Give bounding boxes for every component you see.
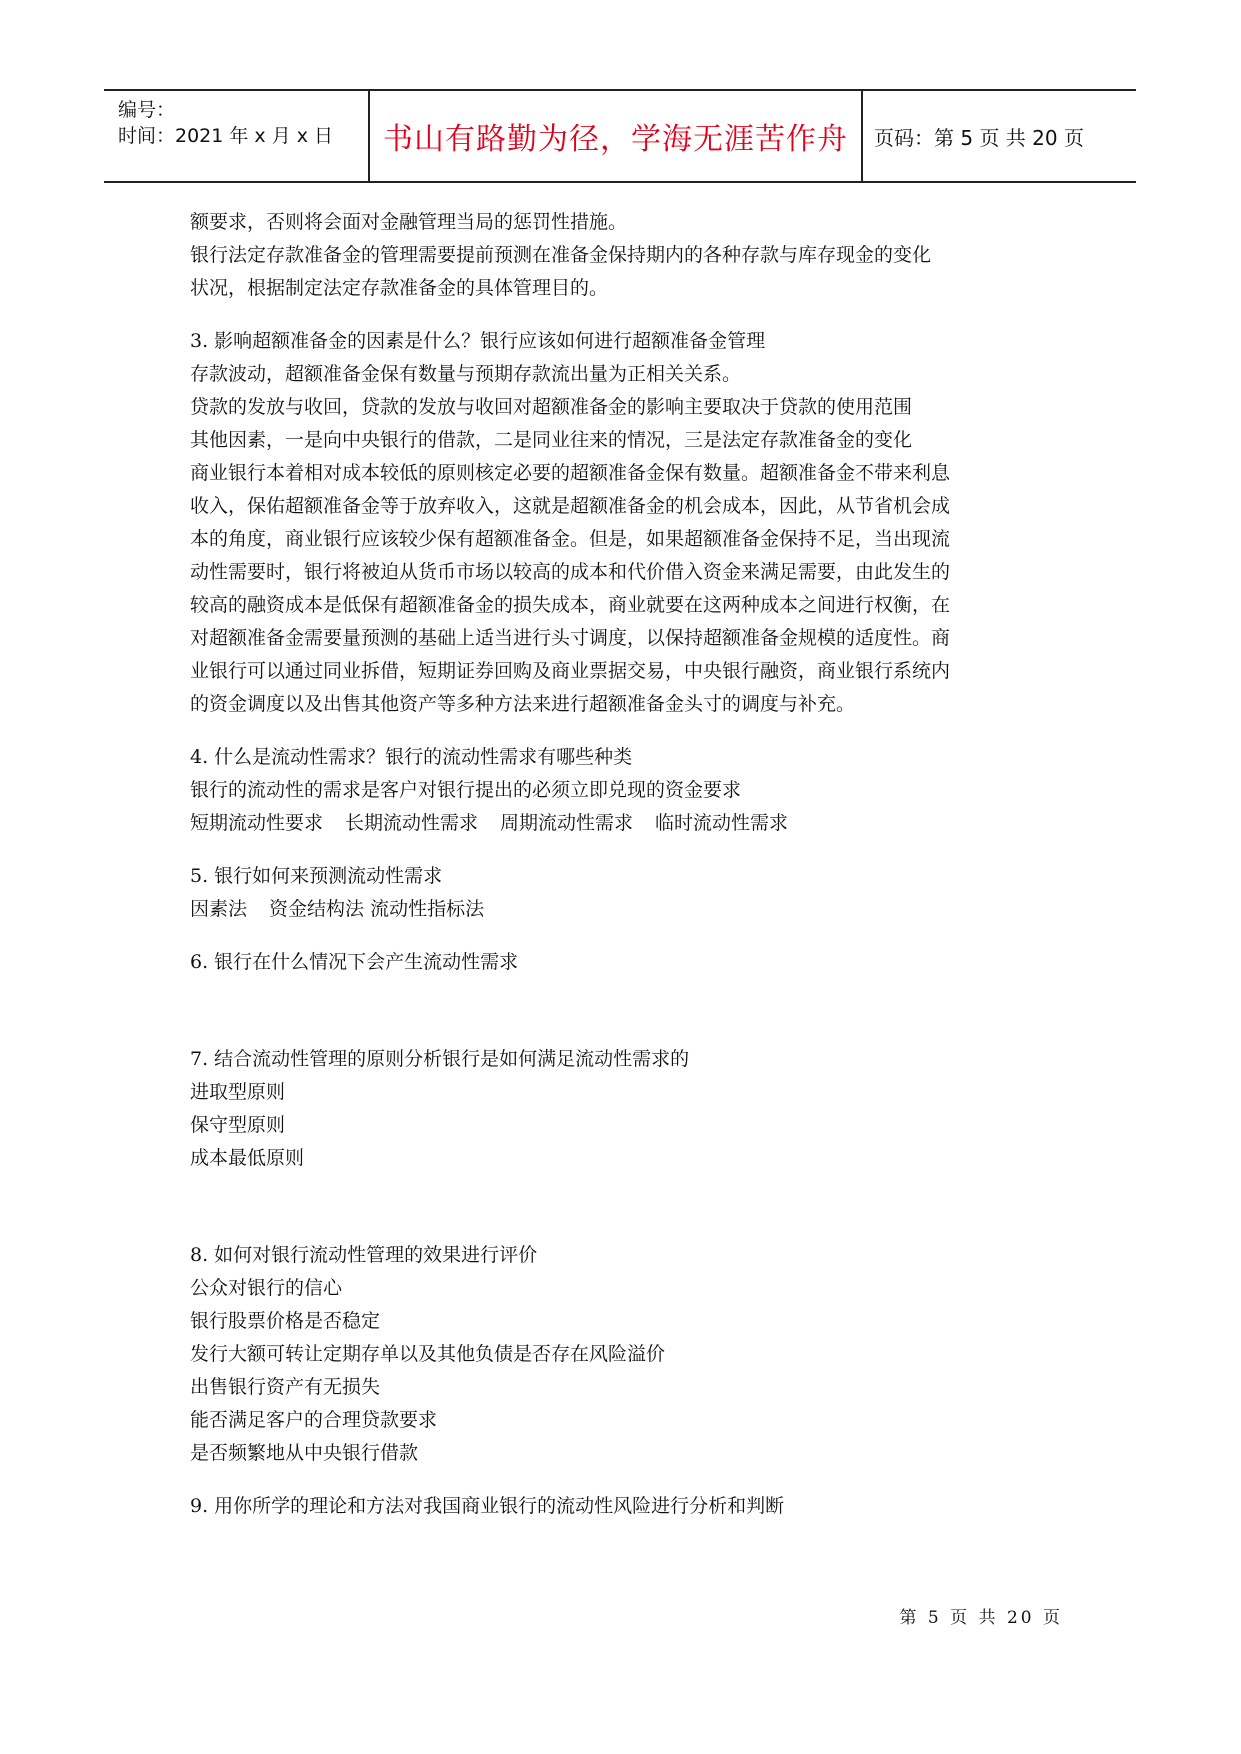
header-motto: 书山有路勤为径，学海无涯苦作舟	[383, 122, 848, 157]
question-7: 7. 结合流动性管理的原则分析银行是如何满足流动性需求的	[190, 1048, 690, 1070]
answer-line: 对超额准备金需要量预测的基础上适当进行头寸调度，以保持超额准备金规模的适度性。商	[190, 627, 951, 649]
answer-line: 其他因素，一是向中央银行的借款，二是同业往来的情况，三是法定存款准备金的变化	[190, 429, 913, 451]
paragraph: 状况，根据制定法定存款准备金的具体管理目的。	[190, 277, 609, 299]
question-3: 3. 影响超额准备金的因素是什么？银行应该如何进行超额准备金管理	[190, 330, 766, 352]
answer-line	[190, 807, 1070, 840]
document-time: 时间：2021 年 x 月 x 日	[118, 125, 334, 147]
answer-line: 进取型原则	[190, 1081, 286, 1103]
answer-line: 的资金调度以及出售其他资产等多种方法来进行超额准备金头寸的调度与补充。	[190, 693, 856, 715]
paragraph: 银行法定存款准备金的管理需要提前预测在准备金保持期内的各种存款与库存现金的变化	[190, 244, 932, 266]
forecast-method: 流动性指标法	[370, 898, 485, 920]
document-body	[190, 206, 1070, 1523]
question-8: 8. 如何对银行流动性管理的效果进行评价	[190, 1244, 538, 1266]
answer-line: 出售银行资产有无损失	[190, 1376, 381, 1398]
answer-line: 业银行可以通过同业拆借，短期证券回购及商业票据交易，中央银行融资，商业银行系统内	[190, 660, 951, 682]
answer-line: 成本最低原则	[190, 1147, 305, 1169]
answer-line: 动性需要时，银行将被迫从货币市场以较高的成本和代价借入资金来满足需要，由此发生的	[190, 561, 951, 583]
liquidity-type: 临时流动性需求	[655, 812, 789, 834]
answer-line: 保守型原则	[190, 1114, 286, 1136]
answer-line: 商业银行本着相对成本较低的原则核定必要的超额准备金保有数量。超额准备金不带来利息	[190, 462, 951, 484]
question-4: 4. 什么是流动性需求？银行的流动性需求有哪些种类	[190, 746, 633, 768]
forecast-method: 资金结构法	[269, 898, 365, 920]
answer-line: 发行大额可转让定期存单以及其他负债是否存在风险溢价	[190, 1343, 666, 1365]
forecast-method: 因素法	[190, 898, 248, 920]
answer-line: 银行的流动性的需求是客户对银行提出的必须立即兑现的资金要求	[190, 779, 742, 801]
answer-line: 银行股票价格是否稳定	[190, 1310, 381, 1332]
answer-line: 本的角度，商业银行应该较少保有超额准备金。但是，如果超额准备金保持不足，当出现流	[190, 528, 951, 550]
answer-line: 能否满足客户的合理贷款要求	[190, 1409, 438, 1431]
document-number-label: 编号：	[118, 99, 176, 121]
question-6: 6. 银行在什么情况下会产生流动性需求	[190, 951, 519, 973]
header-divider	[861, 91, 863, 181]
page-footer: 第 5 页 共 20 页	[899, 1608, 1063, 1628]
paragraph: 额要求，否则将会面对金融管理当局的惩罚性措施。	[190, 211, 628, 233]
answer-line: 收入，保佑超额准备金等于放弃收入，这就是超额准备金的机会成本，因此，从节省机会成	[190, 495, 951, 517]
header-page-code: 页码：第 5 页 共 20 页	[874, 125, 1084, 150]
liquidity-type: 短期流动性要求	[190, 812, 324, 834]
question-5: 5. 银行如何来预测流动性需求	[190, 865, 443, 887]
page-header	[104, 89, 1136, 183]
answer-line	[190, 893, 1070, 926]
answer-line: 公众对银行的信心	[190, 1277, 343, 1299]
answer-line: 是否频繁地从中央银行借款	[190, 1442, 419, 1464]
answer-line: 存款波动，超额准备金保有数量与预期存款流出量为正相关关系。	[190, 363, 742, 385]
answer-line: 较高的融资成本是低保有超额准备金的损失成本，商业就要在这两种成本之间进行权衡，在	[190, 594, 951, 616]
question-9: 9. 用你所学的理论和方法对我国商业银行的流动性风险进行分析和判断	[190, 1495, 785, 1517]
answer-line: 贷款的发放与收回，贷款的发放与收回对超额准备金的影响主要取决于贷款的使用范围	[190, 396, 913, 418]
liquidity-type: 周期流动性需求	[500, 812, 634, 834]
liquidity-type: 长期流动性需求	[345, 812, 479, 834]
header-meta	[118, 97, 368, 149]
